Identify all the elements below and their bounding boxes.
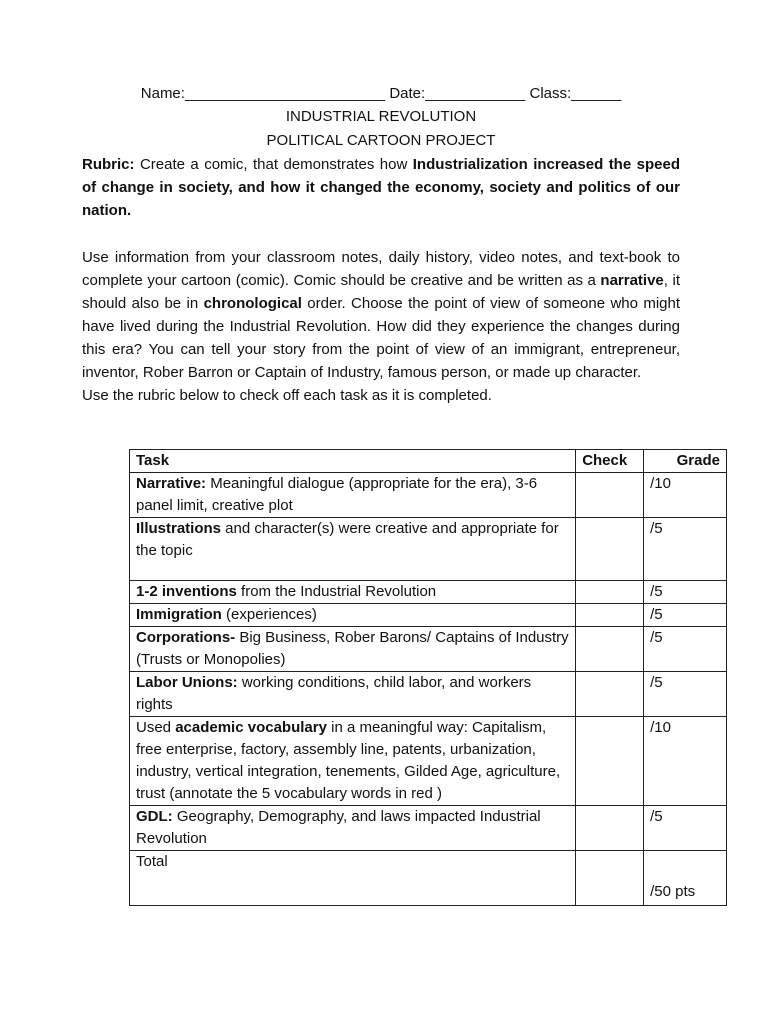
grade-cell: /10 — [644, 473, 727, 518]
student-info-line — [82, 82, 680, 105]
check-cell[interactable] — [576, 672, 644, 717]
task-title: Illustrations — [136, 520, 222, 537]
rubric-bold-text: Industrialization increased the speed of change in society, and how it changed the economy, society and politics of our nation. — [82, 156, 680, 219]
task-title: academic vocabulary — [175, 719, 327, 736]
class-field-label[interactable]: Class:______ — [529, 85, 622, 102]
grade-cell: /5 — [644, 581, 727, 604]
date-field-label[interactable]: Date:____________ — [389, 85, 526, 102]
instructions-final-line: Use the rubric below to check off each task as it is completed. — [82, 387, 492, 404]
check-cell[interactable] — [576, 473, 644, 518]
task-desc: working conditions, child labor, and workers rights — [136, 674, 532, 713]
rubric-table — [129, 449, 727, 906]
task-desc: Big Business, Rober Barons/ Captains of Industry (Trusts or Monopolies) — [136, 629, 569, 668]
total-grade-cell: /50 pts — [644, 851, 727, 906]
instructions-paragraph — [82, 246, 680, 384]
grade-cell: /10 — [644, 717, 727, 806]
task-desc: and character(s) were creative and appropriate for the topic — [136, 520, 559, 559]
header-check: Check — [576, 450, 644, 473]
check-cell[interactable] — [576, 518, 644, 581]
instructions-text-1: Use information from your classroom notes, daily history, video notes, and text-book to complete your cartoon (comic). Comic should be creative and be written as a — [82, 249, 680, 289]
header-grade: Grade — [644, 450, 727, 473]
document-page — [82, 82, 680, 407]
instructions-text-3: order. Choose the point of view of someone who might have lived during the Industrial Revolution. How did they experience the changes during this era? You can tell your story from the point of view of an immigrant, entrepreneur, inventor, Rober Barron or Captain of Industry, famous person, or made up character. — [82, 295, 681, 381]
check-cell[interactable] — [576, 717, 644, 806]
rubric-intro — [82, 153, 680, 222]
table-row — [130, 473, 727, 518]
instructions-bold-narrative: narrative — [600, 272, 664, 289]
table-total-row — [130, 851, 727, 906]
task-cell — [130, 672, 576, 717]
grade-cell: /5 — [644, 672, 727, 717]
task-cell — [130, 581, 576, 604]
check-cell[interactable] — [576, 581, 644, 604]
task-desc: Geography, Demography, and laws impacted Industrial Revolution — [136, 808, 541, 847]
table-row — [130, 518, 727, 581]
header-task: Task — [130, 450, 576, 473]
table-row — [130, 672, 727, 717]
table-row — [130, 627, 727, 672]
task-cell — [130, 717, 576, 806]
grade-cell: /5 — [644, 604, 727, 627]
task-cell — [130, 627, 576, 672]
title-line-2: POLITICAL CARTOON PROJECT — [266, 132, 496, 149]
instructions-text-2: , it should also be in — [82, 272, 680, 312]
task-pre: Used — [136, 719, 176, 736]
task-cell — [130, 604, 576, 627]
total-check-cell[interactable] — [576, 851, 644, 906]
table-row — [130, 806, 727, 851]
task-title: 1-2 inventions — [136, 583, 237, 600]
grade-cell: /5 — [644, 806, 727, 851]
table-header-row — [130, 450, 727, 473]
rubric-label: Rubric: — [82, 156, 135, 173]
task-desc: from the Industrial Revolution — [236, 583, 437, 600]
grade-cell: /5 — [644, 518, 727, 581]
check-cell[interactable] — [576, 604, 644, 627]
task-title: GDL: — [136, 808, 173, 825]
spacer — [82, 222, 680, 246]
task-desc: (experiences) — [221, 606, 317, 623]
name-field-label[interactable]: Name:________________________ — [140, 85, 386, 102]
task-desc: in a meaningful way: Capitalism, free enterprise, factory, assembly line, patents, urbanization, industry, vertical integration, tenements, Gilded Age, agriculture, trust (annotate the 5 vocabulary words in red ) — [136, 719, 561, 802]
task-title: Corporations- — [136, 629, 236, 646]
title-line-1: INDUSTRIAL REVOLUTION — [285, 108, 477, 125]
task-title: Immigration — [136, 606, 222, 623]
task-cell — [130, 473, 576, 518]
task-desc: Meaningful dialogue (appropriate for the era), 3-6 panel limit, creative plot — [136, 475, 538, 514]
grade-cell: /5 — [644, 627, 727, 672]
table-row — [130, 581, 727, 604]
check-cell[interactable] — [576, 806, 644, 851]
rubric-text: Create a comic, that demonstrates how — [134, 156, 413, 173]
table-row — [130, 604, 727, 627]
check-cell[interactable] — [576, 627, 644, 672]
task-title: Narrative: — [136, 475, 207, 492]
instructions-bold-chronological: chronological — [203, 295, 302, 312]
table-row — [130, 717, 727, 806]
total-label-cell: Total — [130, 851, 576, 906]
task-cell — [130, 518, 576, 581]
task-cell — [130, 806, 576, 851]
task-title: Labor Unions: — [136, 674, 238, 691]
